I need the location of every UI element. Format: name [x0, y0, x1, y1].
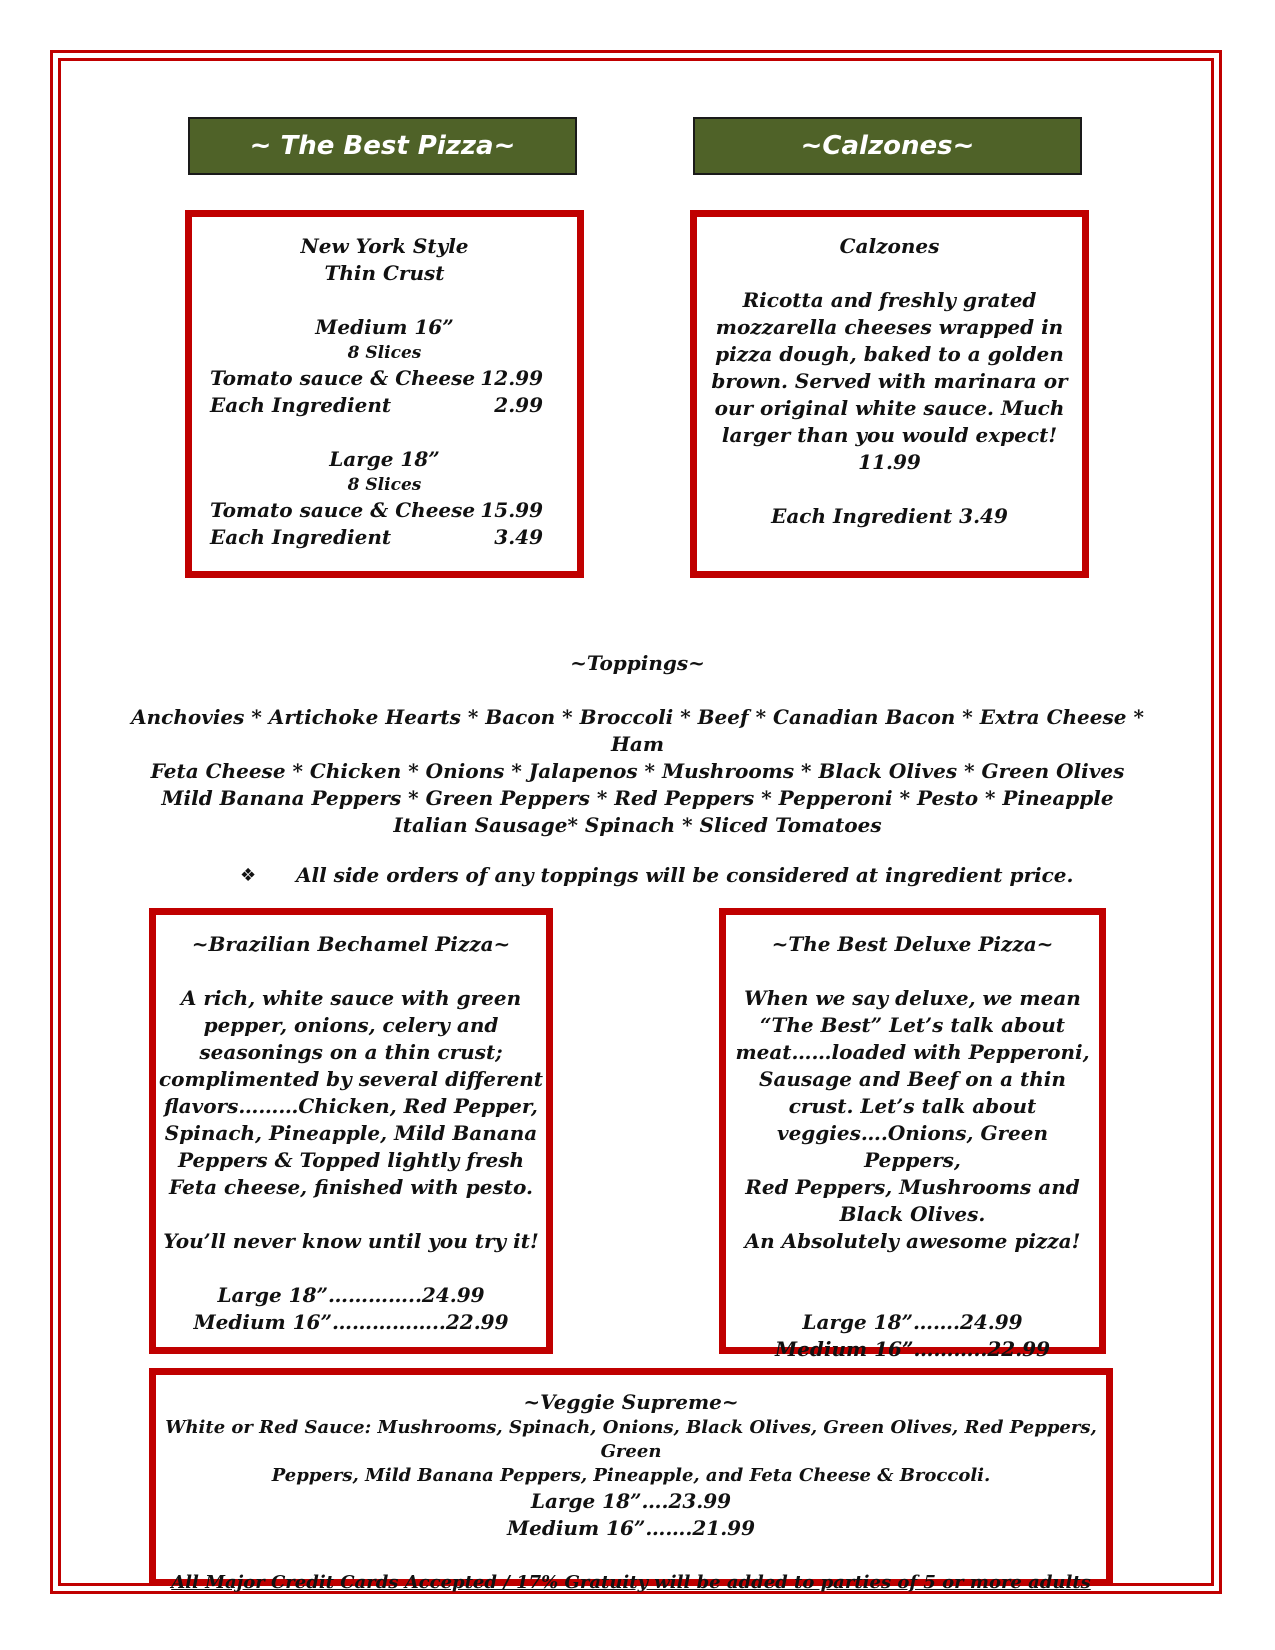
- calzone-desc-line: Ricotta and freshly grated: [742, 288, 1037, 312]
- deluxe-pizza-box: [719, 908, 1106, 1361]
- deluxe-desc-line: Sausage and Beef on a thin: [759, 1067, 1066, 1091]
- brazilian-desc-line: complimented by several different: [158, 1067, 544, 1091]
- ny-style-box: [185, 210, 584, 578]
- pizza-banner-text: ~ The Best Pizza~: [249, 131, 516, 161]
- toppings-line: Anchovies * Artichoke Hearts * Bacon * Broccoli * Beef * Canadian Bacon * Extra Cheese * Ham: [131, 705, 1144, 756]
- price-value: 12.99: [480, 366, 543, 390]
- credit-card-gratuity-note: All Major Credit Cards Accepted / 17% Gratuity will be added to parties of 5 or more adults: [171, 1572, 1091, 1593]
- veggie-title: ~Veggie Supreme~: [523, 1390, 739, 1414]
- price-label: Tomato sauce & Cheese: [210, 366, 476, 390]
- price-label: Tomato sauce & Cheese: [210, 498, 476, 522]
- deluxe-desc-line: veggies….Onions, Green Peppers,: [776, 1121, 1049, 1172]
- veggie-large-price: Large 18”….23.99: [530, 1489, 732, 1513]
- diamond-bullet-icon: ❖: [240, 865, 257, 886]
- veggie-medium-price: Medium 16”…….21.99: [506, 1516, 756, 1540]
- deluxe-large-price: Large 18”…….24.99: [802, 1310, 1023, 1334]
- calzone-desc-line: larger than you would expect!: [721, 423, 1058, 447]
- deluxe-desc-line: Black Olives.: [839, 1202, 986, 1226]
- deluxe-desc-line: An Absolutely awesome pizza!: [744, 1229, 1081, 1253]
- brazilian-title: ~Brazilian Bechamel Pizza~: [191, 932, 511, 956]
- brazilian-desc-line: Peppers & Topped lightly fresh: [177, 1148, 525, 1172]
- ny-medium-row-ingredient: [192, 392, 577, 419]
- brazilian-tagline: You’ll never know until you try it!: [163, 1229, 539, 1253]
- side-order-note: [240, 862, 1074, 889]
- deluxe-desc-line: crust. Let’s talk about: [788, 1094, 1037, 1118]
- calzone-desc-line: mozzarella cheeses wrapped in: [715, 315, 1064, 339]
- brazilian-desc-line: A rich, white sauce with green: [180, 986, 522, 1010]
- brazilian-desc-line: Feta cheese, finished with pesto.: [169, 1175, 533, 1199]
- toppings-section: [120, 650, 1155, 839]
- deluxe-desc-line: Red Peppers, Mushrooms and: [745, 1175, 1080, 1199]
- ny-large-row-ingredient: [192, 524, 577, 551]
- veggie-desc-line: Peppers, Mild Banana Peppers, Pineapple, and Feta Cheese & Broccoli.: [271, 1465, 991, 1486]
- price-value: 3.49: [494, 525, 543, 549]
- brazilian-pizza-box: [149, 908, 553, 1354]
- calzone-desc-line: pizza dough, baked to a golden: [715, 342, 1064, 366]
- toppings-line: Italian Sausage* Spinach * Sliced Tomatoes: [393, 813, 882, 837]
- toppings-line: Feta Cheese * Chicken * Onions * Jalapenos * Mushrooms * Black Olives * Green Olives: [150, 759, 1125, 783]
- brazilian-desc-line: flavors………Chicken, Red Pepper,: [164, 1094, 538, 1118]
- toppings-line: Mild Banana Peppers * Green Peppers * Red Peppers * Pepperoni * Pesto * Pineapple: [161, 786, 1114, 810]
- brazilian-large-price: Large 18”…………..24.99: [217, 1283, 485, 1307]
- calzone-banner: [693, 117, 1082, 175]
- price-value: 2.99: [494, 393, 543, 417]
- toppings-title: ~Toppings~: [570, 651, 705, 675]
- ny-large-row-cheese: [192, 497, 577, 524]
- veggie-supreme-box: [149, 1368, 1113, 1593]
- ny-medium-heading: Medium 16”: [315, 315, 454, 339]
- calzone-desc-line: our original white sauce. Much: [714, 396, 1065, 420]
- brazilian-medium-price: Medium 16”……………..22.99: [193, 1310, 509, 1334]
- calzone-banner-text: ~Calzones~: [800, 131, 975, 161]
- ny-medium-row-cheese: [192, 365, 577, 392]
- ny-large-heading: Large 18”: [329, 447, 440, 471]
- brazilian-desc-line: Spinach, Pineapple, Mild Banana: [164, 1121, 538, 1145]
- calzone-title: Calzones: [839, 234, 940, 258]
- price-label: Each Ingredient: [210, 525, 392, 549]
- ny-title-1: New York Style: [300, 234, 469, 258]
- side-order-note-text: All side orders of any toppings will be considered at ingredient price.: [296, 863, 1074, 887]
- deluxe-desc-line: meat……loaded with Pepperoni,: [735, 1040, 1090, 1064]
- deluxe-title: ~The Best Deluxe Pizza~: [771, 932, 1054, 956]
- price-value: 15.99: [480, 498, 543, 522]
- brazilian-desc-line: seasonings on a thin crust;: [199, 1040, 503, 1064]
- deluxe-medium-price: Medium 16”………..22.99: [775, 1337, 1050, 1361]
- calzone-box: [690, 210, 1089, 578]
- price-label: Each Ingredient: [210, 393, 392, 417]
- ny-large-slices: 8 Slices: [347, 475, 422, 495]
- calzone-each-ingredient: Each Ingredient 3.49: [771, 504, 1008, 528]
- ny-medium-slices: 8 Slices: [347, 343, 422, 363]
- veggie-desc-line: White or Red Sauce: Mushrooms, Spinach, Onions, Black Olives, Green Olives, Red Peppers, Green: [165, 1417, 1097, 1462]
- calzone-desc-line: brown. Served with marinara or: [711, 369, 1068, 393]
- deluxe-desc-line: When we say deluxe, we mean: [744, 986, 1081, 1010]
- pizza-banner: [188, 117, 577, 175]
- ny-title-2: Thin Crust: [324, 261, 445, 285]
- brazilian-desc-line: pepper, onions, celery and: [203, 1013, 499, 1037]
- calzone-price: 11.99: [858, 450, 921, 474]
- deluxe-desc-line: “The Best” Let’s talk about: [759, 1013, 1066, 1037]
